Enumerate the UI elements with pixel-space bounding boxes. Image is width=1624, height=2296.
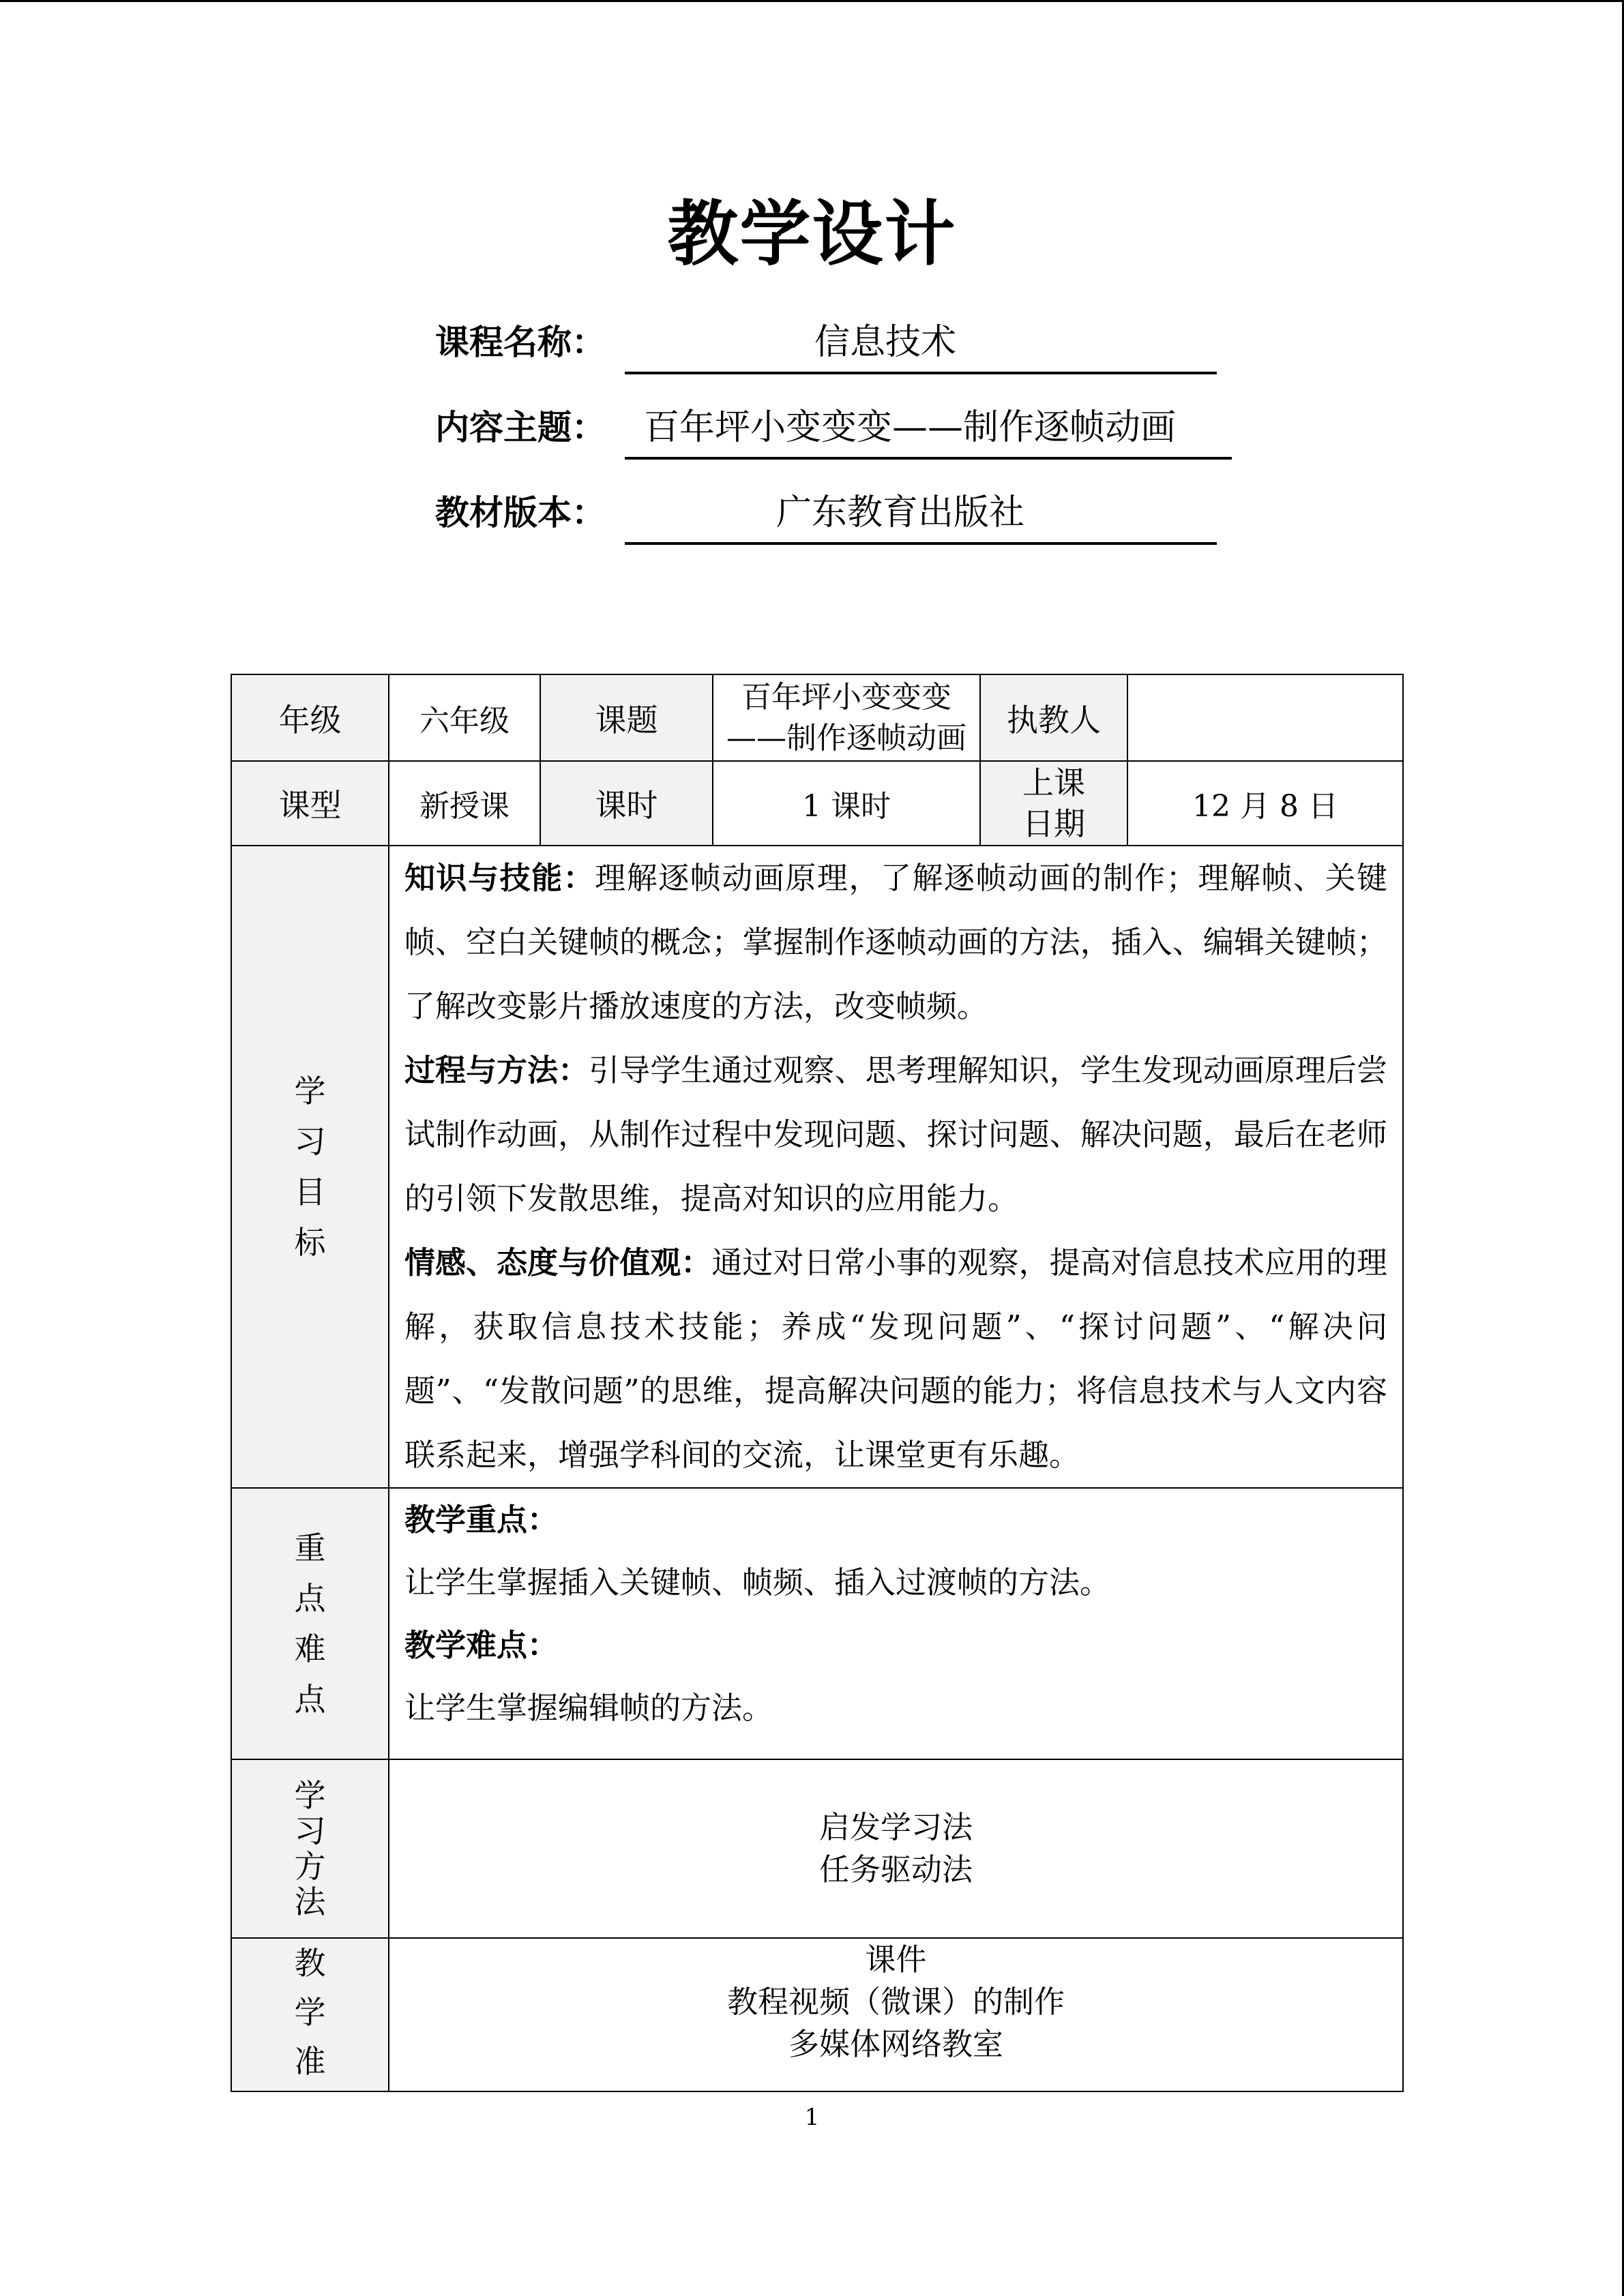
emotion-heading: 情感、态度与价值观： [404,1244,712,1281]
date-label-line-1: 上课 [1022,764,1085,801]
methods-content [389,1759,1403,1938]
date-label-line-2: 日期 [1022,805,1085,842]
meta-value: 百年坪小变变变——制作逐帧动画 [644,407,1177,448]
label-char: 准 [294,2043,326,2080]
topic-value [713,674,980,761]
methods-label [231,1759,389,1938]
objectives-content [389,846,1403,1488]
document-title: 教学设计 [667,192,957,275]
meta-label: 教材版本： [435,493,606,533]
label-char: 习 [294,1813,326,1849]
teacher-value [1127,674,1403,761]
label-char: 法 [294,1883,326,1920]
process-text: 引导学生通过观察、思考理解知识，学生发现动画原理后尝试制作动画，从制作过程中发现问题、探讨问题、解决问题，最后在老师的引领下发散思维，提高对知识的应用能力。 [404,1052,1387,1217]
process-paragraph [404,1039,1387,1231]
label-char: 习 [294,1123,326,1160]
table-row-objectives [231,846,1403,1488]
method-item: 启发学习法 [818,1809,973,1845]
grade-label: 年级 [231,674,389,761]
meta-label: 内容主题： [435,408,606,447]
knowledge-text: 理解逐帧动画原理，了解逐帧动画的制作；理解帧、关键帧、空白关键帧的概念；掌握制作逐帧动画的方法，插入、编辑关键帧；了解改变影片播放速度的方法，改变帧频。 [404,860,1387,1024]
knowledge-heading: 知识与技能： [404,860,595,896]
knowledge-paragraph [404,846,1387,1039]
preparation-item: 课件 [865,1941,927,1978]
table-row-preparation [231,1938,1403,2091]
emotion-text: 通过对日常小事的观察，提高对信息技术应用的理解，获取信息技术技能；养成“发现问题”、“探讨问题”、“解决问题”、“发散问题”的思维，提高解决问题的能力；将信息技术与人文内容联系起来，增强学科间的交流，让课堂更有乐趣。 [404,1244,1387,1473]
preparation-item: 教程视频（微课）的制作 [726,1984,1065,2020]
key-points-content [389,1488,1403,1759]
teacher-label: 执教人 [980,674,1127,761]
topic-line-2: ——制作逐帧动画 [726,720,966,756]
label-char: 方 [294,1848,326,1885]
label-char: 学 [294,1073,326,1109]
lesson-type-label: 课型 [231,761,389,846]
objectives-label [231,846,389,1488]
difficulty-heading: 教学难点： [404,1627,559,1663]
table-row-grade [231,674,1403,761]
table-row-key-points [231,1488,1403,1759]
topic-label: 课题 [540,674,713,761]
hours-value: 1 课时 [713,761,980,846]
label-char: 重 [294,1530,326,1566]
page-number: 1 [804,2104,820,2131]
label-char: 学 [294,1777,326,1814]
label-char: 教 [294,1945,326,1982]
difficulty-text: 让学生掌握编辑帧的方法。 [404,1690,773,1726]
topic-line-1: 百年坪小变变变 [741,679,951,715]
label-char: 目 [294,1174,326,1210]
meta-value: 广东教育出版社 [776,492,1025,533]
page-top-border [0,0,1624,2]
meta-label: 课程名称： [435,323,606,362]
key-points-label [231,1488,389,1759]
focus-text: 让学生掌握插入关键帧、帧频、插入过渡帧的方法。 [404,1564,1111,1600]
label-char: 学 [294,1994,326,2031]
lesson-plan-table [231,674,1404,2092]
label-char: 难 [294,1630,326,1667]
date-label [980,761,1127,846]
preparation-item: 多媒体网络教室 [788,2026,1003,2062]
label-char: 点 [294,1580,326,1617]
label-char: 标 [294,1224,326,1261]
emotion-paragraph [404,1231,1387,1487]
lesson-type-value: 新授课 [389,761,540,846]
process-heading: 过程与方法： [404,1052,589,1088]
method-item: 任务驱动法 [818,1851,973,1888]
meta-value-line [625,312,1217,374]
meta-value-line [625,397,1232,460]
preparation-content [389,1938,1403,2091]
table-row-methods [231,1759,1403,1938]
hours-label: 课时 [540,761,713,846]
grade-value: 六年级 [389,674,540,761]
focus-heading: 教学重点： [404,1502,559,1538]
label-char: 点 [294,1681,326,1718]
meta-value-line [625,482,1217,545]
meta-value: 信息技术 [814,322,957,363]
date-value: 12 月 8 日 [1127,761,1403,846]
preparation-label [231,1938,389,2091]
table-row-type [231,761,1403,846]
